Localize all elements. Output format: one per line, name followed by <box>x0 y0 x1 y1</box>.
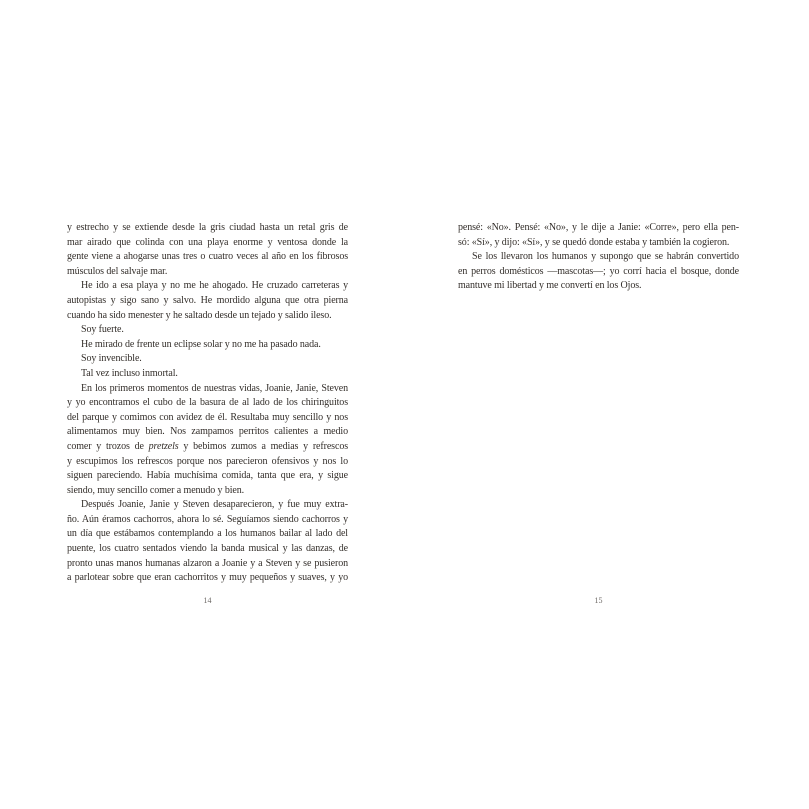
right-page-text-column <box>458 217 739 290</box>
text-line: Después Joanie, Janie y Steven desaparecieron, y fue muy extra- <box>81 499 348 511</box>
text-line: músculos del salvaje mar. <box>67 265 168 277</box>
text-line: siendo, muy sencillo comer a menudo y bien. <box>67 484 245 496</box>
page-right <box>404 0 809 809</box>
text-line: pronto unas manos humanas alzaron a Joanie y a Steven y se pusieron <box>67 557 348 569</box>
text-line: comer y trozos de pretzels y bebimos zumos a medias y refrescos <box>67 440 349 452</box>
page-number: 15 <box>594 596 603 605</box>
text-line: autopistas y sigo sano y salvo. He mordido alguna que otra pierna <box>67 294 348 306</box>
text-line: cuando ha sido menester y he saltado desde un tejado y salido ileso. <box>67 309 332 321</box>
text-line: puente, los cuatro sentados viendo la banda musical y las danzas, de <box>67 543 348 555</box>
text-line: pensé: «No». Pensé: «No», y le dije a Janie: «Corre», pero ella pen- <box>458 222 740 233</box>
text-line: En los primeros momentos de nuestras vidas, Joanie, Janie, Steven <box>81 382 348 394</box>
text-line: Tal vez incluso inmortal. <box>81 367 178 379</box>
text-line: a parlotear sobre que eran cachorritos y muy pequeños y suaves, y yo <box>67 572 348 584</box>
text-line: un día que estábamos contemplando a los humanos bailar al lado del <box>67 528 348 540</box>
text-line: Se los llevaron los humanos y supongo que se habrán convertido <box>472 251 739 263</box>
text-line: y estrecho y se extiende desde la gris ciudad hasta un retal gris de <box>67 222 348 233</box>
text-line: He ido a esa playa y no me he ahogado. He cruzado carreteras y <box>81 280 348 292</box>
text-line: mantuve mi libertad y me convertí en los Ojos. <box>458 280 642 292</box>
text-line: só: «Sí», y dijo: «Sí», y se quedó donde estaba y también la cogieron. <box>458 236 730 248</box>
text-line: y escupimos los refrescos porque nos parecieron ofensivos y nos lo <box>67 455 348 467</box>
page-left <box>0 0 404 809</box>
text-line: siguen pareciendo. Había muchísima comida, tanta que era, y sigue <box>67 470 348 482</box>
text-line: Soy invencible. <box>81 353 142 365</box>
text-line: en perros domésticos —mascotas—; yo corrí hacia el bosque, donde <box>458 265 739 277</box>
text-line: Soy fuerte. <box>81 324 124 336</box>
page-number: 14 <box>203 596 212 605</box>
text-line: He mirado de frente un eclipse solar y no me ha pasado nada. <box>81 338 321 350</box>
text-line: ño. Aún éramos cachorros, ahora lo sé. Seguíamos siendo cachorros y <box>67 513 348 525</box>
text-line: gente viene a ahogarse unas tres o cuatro veces al año en los fibrosos <box>67 251 349 263</box>
text-line: mar airado que colinda con una playa enorme y ventosa donde la <box>67 236 348 248</box>
text-line: y yo encontramos el cubo de la basura de al lado de los chiringuitos <box>67 397 348 409</box>
text-line: alimentamos muy bien. Nos zampamos perritos calientes a medio <box>67 426 348 438</box>
text-line: del parque y comimos con avidez de él. Resultaba muy sencillo y nos <box>67 411 348 423</box>
left-page-text-column <box>67 217 348 582</box>
